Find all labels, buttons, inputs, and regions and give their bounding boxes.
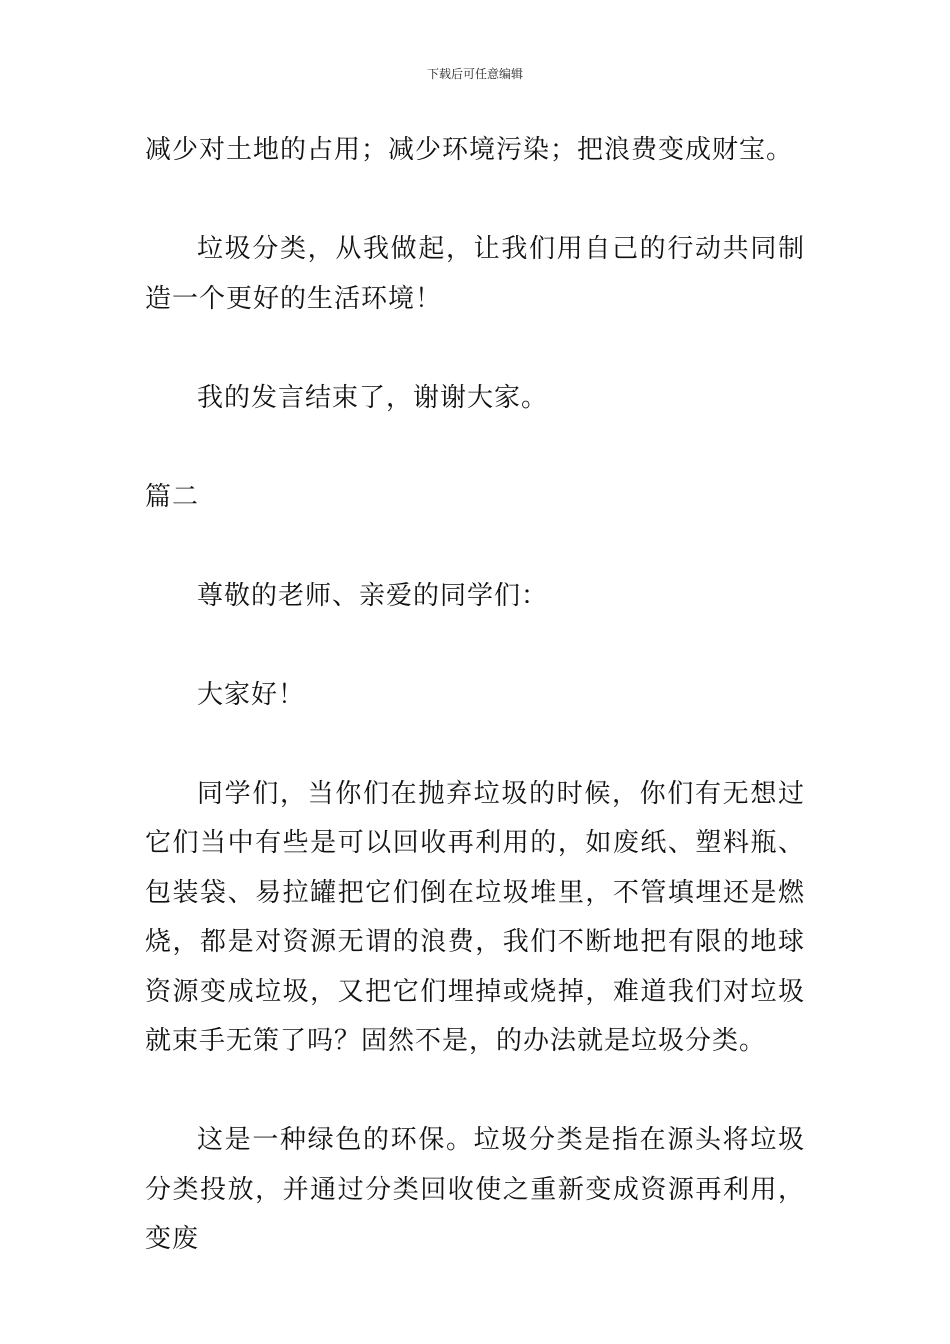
page-header: 下载后可任意编辑 xyxy=(426,67,523,81)
paragraph-3: 我的发言结束了，谢谢大家。 xyxy=(197,382,549,413)
salutation: 尊敬的老师、亲爱的同学们： xyxy=(197,580,549,611)
paragraph-1: 减少对土地的占用；减少环境污染；把浪费变成财宝。 xyxy=(145,135,794,165)
greeting: 大家好！ xyxy=(197,679,306,710)
paragraph-2: 垃圾分类，从我做起，让我们用自己的行动共同制造一个更好的生活环境！ xyxy=(145,234,805,314)
document-body xyxy=(145,126,805,1314)
paragraph-8: 这是一种绿色的环保。垃圾分类是指在源头将垃圾分类投放，并通过分类回收使之重新变成资源再利用，变废 xyxy=(145,1125,805,1254)
paragraph-7: 同学们，当你们在抛弃垃圾的时候，你们有无想过它们当中有些是可以回收再利用的，如废纸、塑料瓶、包装袋、易拉罐把它们倒在垃圾堆里，不管填埋还是燃烧，都是对资源无谓的浪费，我们不断地把有限的地球资源变成垃圾，又把它们埋掉或烧掉，难道我们对垃圾就束手无策了吗？固然不是，的办法就是垃圾分类。 xyxy=(145,778,805,1056)
section-heading: 篇二 xyxy=(145,481,200,512)
